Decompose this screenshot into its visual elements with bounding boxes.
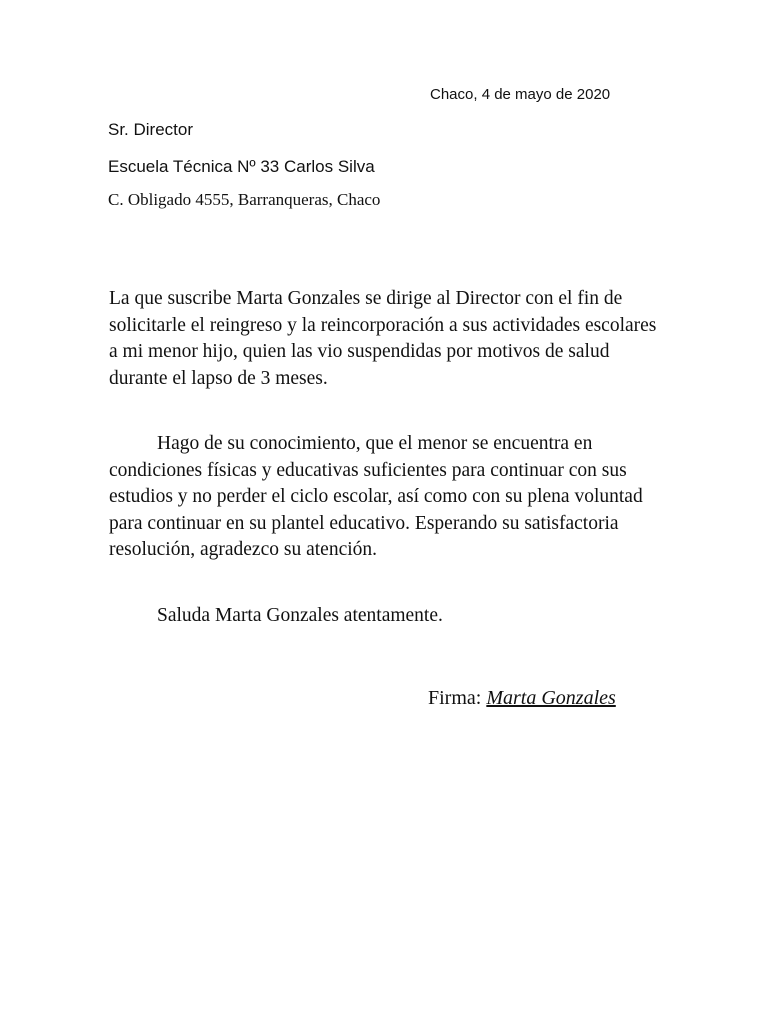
date-line: Chaco, 4 de mayo de 2020: [430, 86, 611, 103]
recipient-school: Escuela Técnica Nº 33 Carlos Silva: [108, 157, 375, 176]
closing-line: Saluda Marta Gonzales atentamente.: [157, 605, 443, 626]
signature-block: [428, 687, 616, 710]
recipient-address: C. Obligado 4555, Barranqueras, Chaco: [108, 190, 381, 209]
body-paragraph-request: La que suscribe Marta Gonzales se dirige al Director con el fin de solicitarle el reingreso y la reincorporación a sus actividades escolares a mi menor hijo, quien las vio suspendidas por motivos de salud durante el lapso de 3 meses.: [109, 288, 657, 389]
signature-name: Marta Gonzales: [486, 687, 616, 709]
body-paragraph-condition: Hago de su conocimiento, que el menor se encuentra en condiciones físicas y educativas suficientes para continuar con sus estudios y no perder el ciclo escolar, así como con su plena voluntad para continuar en su plantel educativo. Esperando su satisfactoria resolución, agradezco su atención.: [109, 433, 643, 560]
signature-label: Firma:: [428, 687, 487, 709]
recipient-title: Sr. Director: [108, 120, 194, 139]
